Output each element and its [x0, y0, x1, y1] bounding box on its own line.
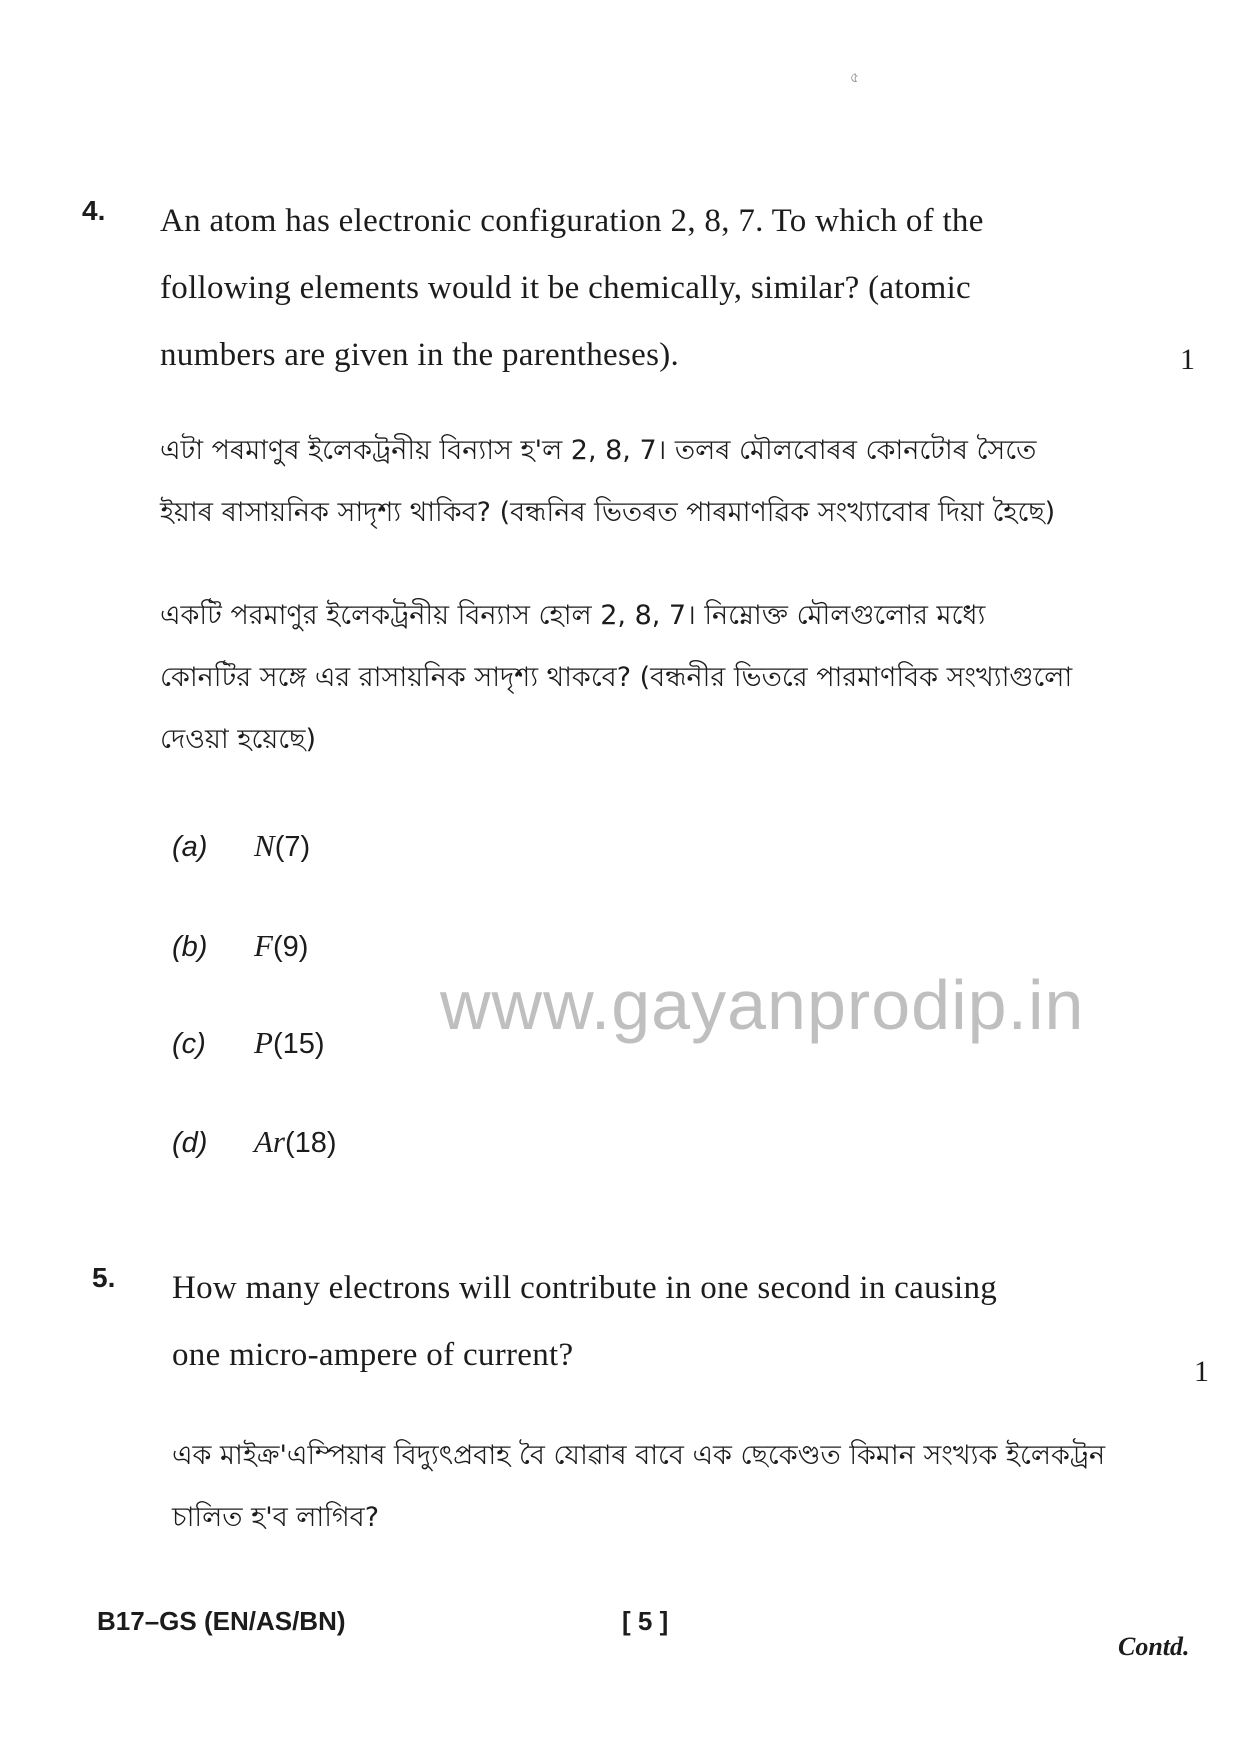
option-b-value: (9)	[272, 931, 309, 963]
option-d-value: (18)	[285, 1127, 337, 1159]
question-5-number: 5.	[92, 1262, 116, 1293]
question-4-english-line: following elements would it be chemically, similar? (atomic	[160, 270, 972, 306]
question-5-assamese-line: চালিত হ'ব লাগিব?	[172, 1502, 380, 1533]
question-4-assamese-line: ইয়াৰ ৰাসায়নিক সাদৃশ্য থাকিব? (বন্ধনিৰ ভিতৰত পাৰমাণৱিক সংখ্যাবোৰ দিয়া হৈছে)	[160, 497, 1056, 528]
question-4-bengali-line: দেওয়া হয়েছে)	[160, 724, 317, 755]
option-a	[172, 828, 310, 864]
question-5-english-line: one micro-ampere of current?	[172, 1337, 574, 1373]
question-4-bengali	[160, 585, 1220, 771]
option-a-value: (7)	[274, 831, 311, 863]
option-d-symbol: Ar	[254, 1124, 285, 1159]
option-b	[172, 928, 308, 964]
footer-contd: Contd.	[1118, 1632, 1190, 1661]
question-4-assamese	[160, 420, 1220, 544]
question-4-bengali-line: একটি পরমাণুর ইলেকট্রনীয় বিন্যাস হোল 2, 8, 7। নিম্নোক্ত মৌলগুলোর মধ্যে	[160, 600, 986, 631]
option-b-symbol: F	[254, 928, 273, 963]
question-4-marks: 1	[1180, 343, 1195, 376]
question-5-assamese	[172, 1425, 1222, 1549]
footer-paper-code: B17–GS (EN/AS/BN)	[97, 1606, 346, 1636]
option-d	[172, 1124, 337, 1160]
option-c	[172, 1025, 325, 1061]
question-5-assamese-line: এক মাইক্ৰ'এম্পিয়াৰ বিদ্যুৎপ্ৰবাহ বৈ যোৱাৰ বাবে এক ছেকেণ্ডত কিমান সংখ্যক ইলেকট্ৰন	[172, 1440, 1106, 1471]
question-4-english-line: An atom has electronic configuration 2, 8, 7. To which of the	[160, 203, 984, 239]
question-5-marks: 1	[1194, 1355, 1209, 1388]
question-4-english	[160, 188, 1210, 389]
question-4-number: 4.	[82, 195, 106, 226]
option-d-label: (d)	[172, 1127, 208, 1159]
option-c-label: (c)	[172, 1028, 206, 1060]
question-5-english	[172, 1255, 1217, 1389]
option-a-symbol: N	[254, 828, 275, 863]
question-5-english-line: How many electrons will contribute in one second in causing	[172, 1270, 998, 1306]
option-b-label: (b)	[172, 931, 208, 963]
option-c-symbol: P	[254, 1025, 273, 1060]
watermark: www.gayanprodip.in	[440, 966, 1085, 1044]
question-4-assamese-line: এটা পৰমাণুৰ ইলেকট্ৰনীয় বিন্যাস হ'ল 2, 8, 7। তলৰ মৌলবোৰৰ কোনটোৰ সৈতে	[160, 435, 1037, 466]
top-page-mark: ৫	[850, 70, 860, 86]
option-c-value: (15)	[272, 1028, 325, 1060]
question-4-bengali-line: কোনটির সঙ্গে এর রাসায়নিক সাদৃশ্য থাকবে? (বন্ধনীর ভিতরে পারমাণবিক সংখ্যাগুলো	[160, 662, 1073, 693]
option-a-label: (a)	[172, 831, 208, 863]
question-4-english-line: numbers are given in the parentheses).	[160, 337, 680, 373]
footer-page-number: [ 5 ]	[622, 1606, 669, 1636]
